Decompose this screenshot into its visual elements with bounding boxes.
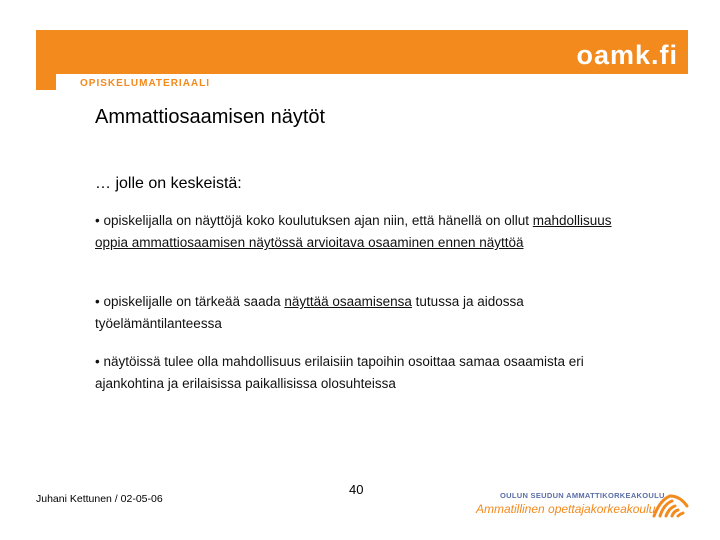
bullet-item [95, 291, 635, 335]
bullet-underlined-text: näyttää osaamisensa [284, 294, 412, 309]
oamk-logo: oamk.fi [576, 40, 678, 70]
bullet-text: tutussa ja aidossa työelämäntilanteessa [95, 294, 524, 331]
page-number: 40 [349, 482, 364, 497]
footer-logo-line1: OULUN SEUDUN AMMATTIKORKEAKOULU [500, 491, 665, 500]
bullet-text: • näytöissä tulee olla mahdollisuus erilaisiin tapoihin osoittaa samaa osaamista eri ajankohtina ja erilaisissa paikallisissa olosuhteissa [95, 354, 584, 391]
slide-subhead: … jolle on keskeistä: [95, 175, 242, 192]
slide-title: Ammattiosaamisen näytöt [95, 106, 326, 128]
bullet-underlined-text: mahdollisuus oppia ammattiosaamisen näytössä arvioitava osaaminen ennen näyttöä [95, 213, 612, 250]
bullet-text: • opiskelijalla on näyttöjä koko koulutuksen ajan niin, että hänellä on ollut [95, 213, 533, 228]
footer-author: Juhani Kettunen / 02-05-06 [36, 493, 163, 505]
sunburst-logo-icon [650, 488, 690, 518]
bullet-item [95, 351, 635, 395]
section-label: OPISKELUMATERIAALI [80, 78, 211, 89]
header-corner [36, 74, 56, 90]
footer-logo-line2: Ammatillinen opettajakorkeakoulu [476, 502, 656, 516]
bullet-text: • opiskelijalle on tärkeää saada [95, 294, 285, 309]
bullet-item [95, 210, 635, 254]
